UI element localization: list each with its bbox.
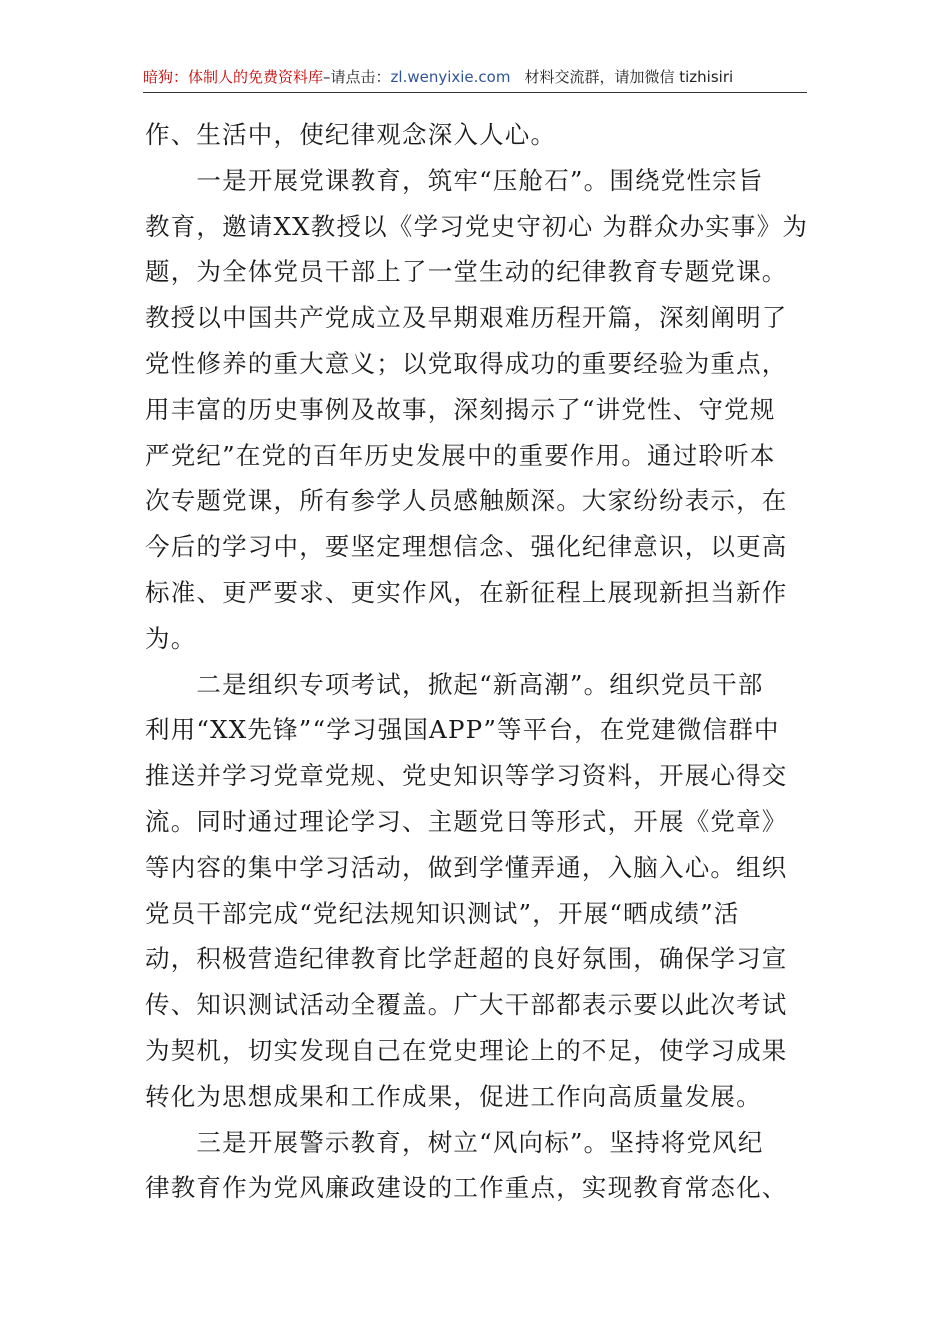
text-line: 动，积极营造纪律教育比学赶超的良好氛围，确保学习宣: [145, 944, 788, 974]
header-prompt: –请点击：: [323, 68, 391, 86]
text-line: 严党纪”在党的百年历史发展中的重要作用。通过聆听本: [145, 440, 776, 470]
text-line: 律教育作为党风廉政建设的工作重点，实现教育常态化、: [145, 1173, 788, 1203]
text-line: 转化为思想成果和工作成果，促进工作向高质量发展。: [145, 1081, 762, 1111]
text-line: 党员干部完成“党纪法规知识测试”，开展“晒成绩”活: [145, 898, 740, 928]
text-line: 次专题党课，所有参学人员感触颇深。大家纷纷表示，在: [145, 486, 788, 516]
text-line: 教授以中国共产党成立及早期艰难历程开篇，深刻阐明了: [145, 303, 788, 333]
text-line: 三是开展警示教育，树立“风向标”。坚持将党风纪: [145, 1127, 764, 1157]
text-line: 今后的学习中，要坚定理想信念、强化纪律意识，以更高: [145, 532, 788, 562]
text-line: 教育，邀请XX教授以《学习党史守初心 为群众办实事》为: [145, 211, 809, 241]
text-line: 为契机，切实发现自己在党史理论上的不足，使学习成果: [145, 1035, 788, 1065]
text-line: 一是开展党课教育，筑牢“压舱石”。围绕党性宗旨: [145, 165, 764, 195]
text-line: 题，为全体党员干部上了一堂生动的纪律教育专题党课。: [145, 257, 788, 287]
header-brand: 暗狗：体制人的免费资料库: [143, 68, 324, 86]
document-body: [145, 112, 807, 1211]
text-line: 用丰富的历史事例及故事，深刻揭示了“讲党性、守党规: [145, 394, 776, 424]
text-line: 党性修养的重大意义；以党取得成功的重要经验为重点，: [145, 348, 788, 378]
text-line: 推送并学习党章党规、党史知识等学习资料，开展心得交: [145, 761, 788, 791]
text-line: 等内容的集中学习活动，做到学懂弄通，入脑入心。组织: [145, 852, 788, 882]
header-link[interactable]: zl.wenyixie.com: [390, 68, 511, 86]
text-line: 标准、更严要求、更实作风，在新征程上展现新担当新作: [145, 577, 788, 607]
page-header: [143, 62, 807, 93]
text-line: 为。: [145, 623, 197, 653]
text-line: 作、生活中，使纪律观念深入人心。: [145, 120, 557, 149]
text-line: 二是组织专项考试，掀起“新高潮”。组织党员干部: [145, 669, 764, 699]
text-line: 流。同时通过理论学习、主题党日等形式，开展《党章》: [145, 806, 788, 836]
text-line: 利用“XX先锋”“学习强国APP”等平台，在党建微信群中: [145, 715, 780, 745]
header-group-note: 材料交流群，请加微信 tizhisiri: [524, 68, 734, 86]
text-line: 传、知识测试活动全覆盖。广大干部都表示要以此次考试: [145, 990, 788, 1020]
